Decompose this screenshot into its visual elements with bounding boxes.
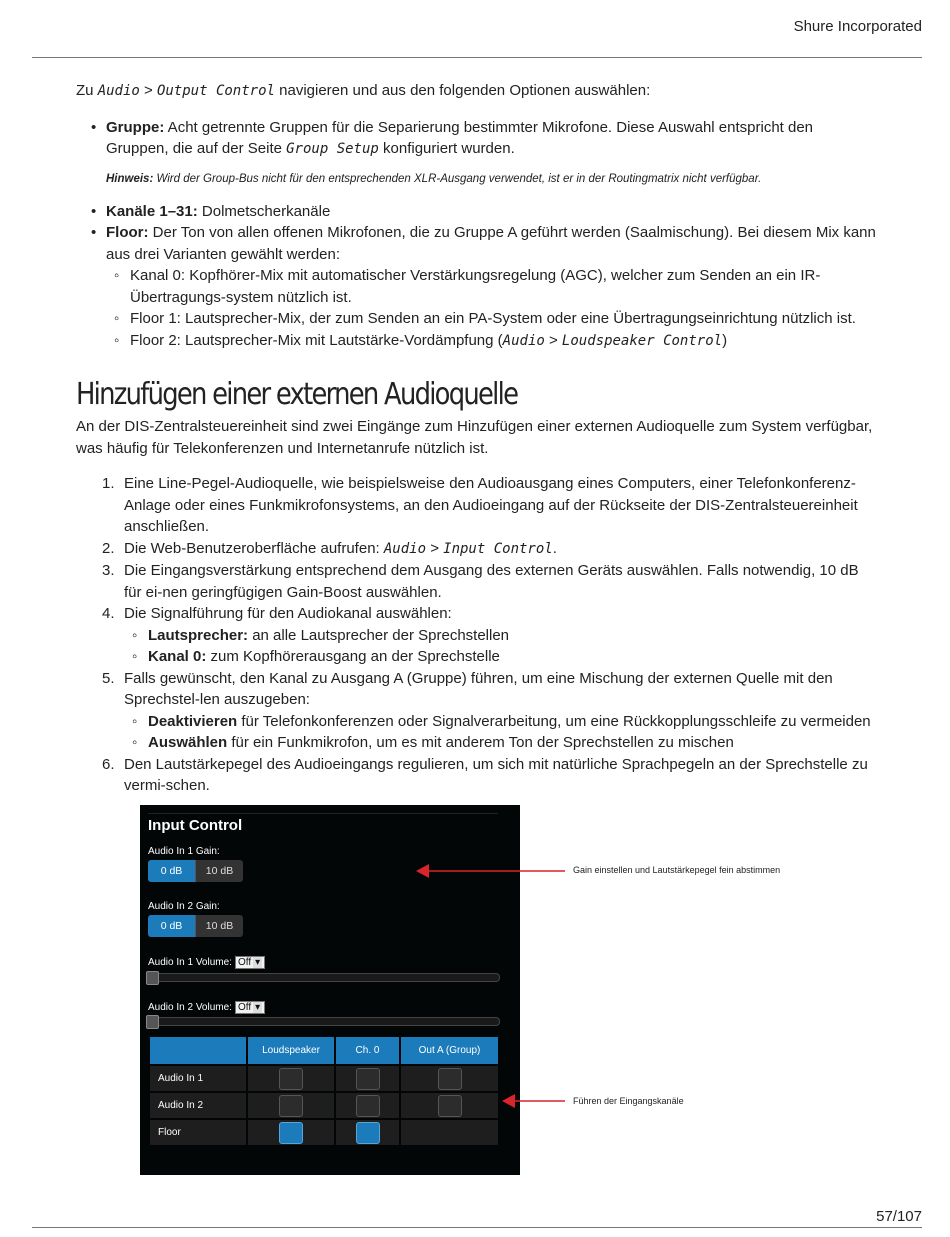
vol1-select-value: Off: [237, 957, 252, 968]
gruppe-code: Group Setup: [286, 141, 379, 157]
step-2-code-audio: Audio: [383, 540, 427, 557]
row-label: Audio In 1: [150, 1066, 246, 1091]
floor2-code-audio: Audio: [502, 332, 545, 349]
vol2-label: Audio In 2 Volume:: [148, 1002, 232, 1013]
step-2-post: .: [552, 539, 557, 557]
sub-text: an alle Lautsprecher der Sprechstellen: [248, 626, 510, 644]
gain1-label: Audio In 1 Gain:: [148, 846, 220, 857]
floor2-pre: Floor 2: Lautsprecher-Mix mit Lautstärke-Vordämpfung (: [130, 331, 503, 349]
callout-gain: Gain einstellen und Lautstärkepegel fein abstimmen: [573, 865, 781, 875]
gruppe-text: Acht getrennte Gruppen für die Separierung bestimmter Mikrofone. Diese Auswahl entspricht den Gruppen, die auf der Seite: [106, 118, 814, 157]
floor2-post: ): [722, 331, 728, 349]
list-item: ◦ Kanal 0: Kopfhörer-Mix mit automatischer Verstärkungsregelung (AGC), welcher zum Senden an ein IR-Übertragungs-system nützlich ist.: [130, 265, 878, 308]
row-label: Floor: [150, 1120, 246, 1145]
intro-pre: Zu: [76, 82, 98, 99]
chevron-down-icon: ▾: [255, 1002, 261, 1013]
row-label: Audio In 2: [150, 1093, 246, 1118]
gain2-10db-button[interactable]: 10 dB: [195, 915, 243, 937]
step-2-sep: >: [426, 539, 444, 557]
gain2-0db-button[interactable]: 0 dB: [148, 915, 195, 937]
col-out-a: Out A (Group): [401, 1037, 498, 1064]
floor-text: Der Ton von allen offenen Mikrofonen, die zu Gruppe A geführt werden (Saalmischung). Bei diesem Mix kann aus drei Varianten gewählt werden:: [106, 224, 876, 263]
gain2-label: Audio In 2 Gain:: [148, 901, 220, 912]
header-company: Shure Incorporated: [793, 18, 922, 35]
step-2-code-input: Input Control: [443, 540, 553, 557]
gruppe-text2: konfiguriert wurden.: [378, 140, 515, 157]
intro-sep: >: [139, 82, 157, 99]
note-text: Wird der Group-Bus nicht für den entsprechenden XLR-Ausgang verwendet, ist er in der Routingmatrix nicht verfügbar.: [153, 172, 762, 185]
col-ch0: Ch. 0: [336, 1037, 399, 1064]
callout-routing: Führen der Eingangskanäle: [573, 1096, 684, 1106]
floor2-code-loudspeaker: Loudspeaker Control: [561, 332, 723, 349]
step-6: 6. Den Lautstärkepegel des Audioeingangs regulieren, um sich mit natürliche Sprachpegeln an der Sprechstelle zu vermi-schen.: [102, 755, 868, 794]
step-5-text: Falls gewünscht, den Kanal zu Ausgang A (Gruppe) führen, um eine Mischung der externen Quelle mit den Sprechstel-len auszugeben:: [124, 669, 833, 708]
step-4: 4. Die Signalführung für den Audiokanal auswählen: ◦ Lautsprecher: an alle Lautsprecher der Sprechstellen ◦ Kanal 0: zum Kopfhörerausgang an der Sprechstelle: [124, 603, 878, 668]
sub-label: Lautsprecher:: [148, 626, 249, 644]
step-2: 2. Die Web-Benutzeroberfläche aufrufen: Audio > Input Control.: [102, 539, 557, 557]
kanaele-text: Dolmetscherkanäle: [197, 202, 331, 220]
footer-rule: [32, 1227, 922, 1228]
floor-label: Floor:: [106, 224, 149, 241]
intro-code-output: Output Control: [156, 83, 275, 99]
sub-text: zum Kopfhörerausgang an der Sprechstelle: [206, 648, 500, 665]
gain1-10db-button[interactable]: 10 dB: [195, 860, 243, 882]
step-1: 1. Eine Line-Pegel-Audioquelle, wie beispielsweise den Audioausgang eines Computers, einer Telefonkonferenz-Anlage oder eines Funkmikrofonsystems, an den Audioeingang auf der Rückseite der DIS-Zentralsteuereinheit anschließen.: [102, 475, 858, 535]
col-loudspeaker: Loudspeaker: [248, 1037, 334, 1064]
vol1-label: Audio In 1 Volume:: [148, 957, 232, 968]
figure-title: Input Control: [148, 817, 243, 834]
section-heading: Hinzufügen einer externen Audioquelle: [76, 377, 518, 412]
intro-code-audio: Audio: [97, 83, 140, 99]
step-3-text: Die Eingangsverstärkung entsprechend dem Ausgang des externen Geräts auswählen. Falls notwendig, 10 dB für ei-nen geringfügigen Gain-Boost auswählen.: [124, 562, 859, 601]
arrow-head-1: [416, 864, 429, 878]
step-6-text: Den Lautstärkepegel des Audioeingangs regulieren, um sich mit natürliche Sprachpegeln an der Sprechstelle zu vermi-schen.: [124, 755, 868, 794]
step-3: 3. Die Eingangsverstärkung entsprechend dem Ausgang des externen Geräts auswählen. Falls notwendig, 10 dB für ei-nen geringfügigen Gain-Boost auswählen.: [102, 562, 859, 601]
step-2-pre: Die Web-Benutzeroberfläche aufrufen:: [124, 539, 384, 557]
gruppe-label: Gruppe:: [106, 118, 165, 136]
page-number: 57/107: [876, 1208, 922, 1225]
vol2-select-value: Off: [237, 1002, 252, 1013]
sub-label: Auswählen: [148, 734, 228, 751]
arrow-head-2: [502, 1094, 515, 1108]
floor2-sep: >: [544, 331, 562, 349]
gain1-0db-button[interactable]: 0 dB: [148, 860, 195, 882]
chevron-down-icon: ▾: [255, 957, 261, 968]
list-item: ◦ Floor 1: Lautsprecher-Mix, der zum Senden an ein PA-System oder eine Übertragungseinrichtung nützlich ist.: [130, 308, 878, 330]
sub-label: Deaktivieren: [148, 712, 238, 730]
step-5: 5. Falls gewünscht, den Kanal zu Ausgang A (Gruppe) führen, um eine Mischung der externen Quelle mit den Sprechstel-len auszugeben: ◦ Deaktivieren für Telefonkonferenzen oder Signalverarbeitung, um eine Rückkopplungsschleife zu vermeiden ◦ Auswählen für ein Funkmikrofon, um es mit anderem Ton der Sprechstellen zu mischen: [124, 668, 878, 754]
section-paragraph: An der DIS-Zentralsteuereinheit sind zwei Eingänge zum Hinzufügen einer externen Audioquelle zum System verfügbar, was häufig für Telekonferenzen und Internetanrufe nützlich ist.: [76, 418, 873, 457]
step-4-text: Die Signalführung für den Audiokanal auswählen:: [124, 605, 452, 622]
intro-post: navigieren und aus den folgenden Optionen auswählen:: [274, 82, 651, 99]
kanaele-label: Kanäle 1–31:: [106, 202, 198, 220]
note-label: Hinweis:: [106, 172, 154, 185]
sub-text: für ein Funkmikrofon, um es mit anderem Ton der Sprechstellen zu mischen: [227, 734, 734, 751]
sub-text: für Telefonkonferenzen oder Signalverarbeitung, um eine Rückkopplungsschleife zu vermeiden: [237, 712, 871, 730]
sub-label: Kanal 0:: [148, 648, 207, 665]
step-1-text: Eine Line-Pegel-Audioquelle, wie beispielsweise den Audioausgang eines Computers, einer Telefonkonferenz-Anlage oder eines Funkmikrofonsystems, an den Audioeingang auf der Rückseite der DIS-Zentralsteuereinheit anschließen.: [124, 475, 858, 535]
